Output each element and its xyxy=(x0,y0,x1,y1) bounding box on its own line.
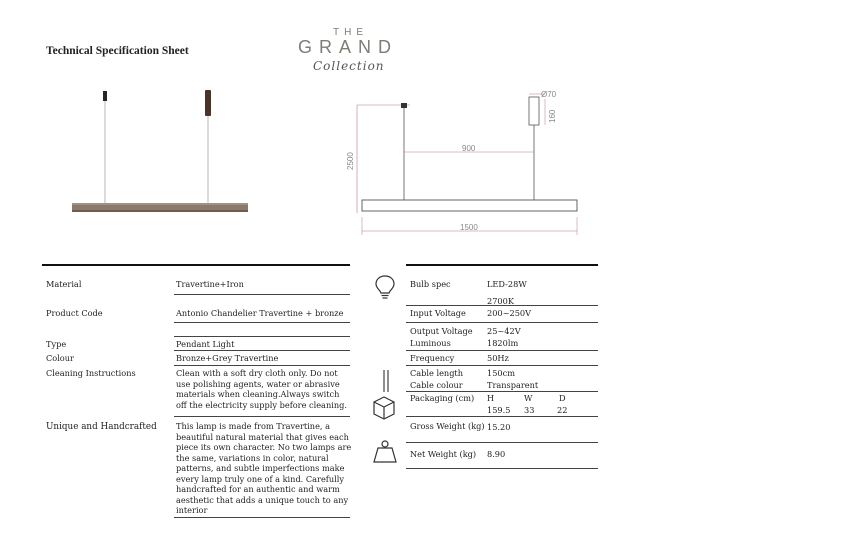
pack-header-d: D xyxy=(559,393,566,403)
spec-value-colour: Bronze+Grey Travertine xyxy=(176,353,279,363)
spec-value-bulb-temp: 2700K xyxy=(487,296,514,306)
pack-value-h: 159.5 xyxy=(487,405,511,415)
spec-label-colour: Colour xyxy=(46,353,74,363)
spec-value-gross-weight: 15.20 xyxy=(487,422,511,432)
spec-value-cleaning: Clean with a soft dry cloth only. Do not use polishing agents, water or abrasive materials when cleaning.Always switch off the electricity supply before cleaning. xyxy=(176,368,347,410)
technical-drawing xyxy=(335,85,595,235)
right-table-top-rule xyxy=(406,264,598,266)
drawing-canopy-left xyxy=(401,103,407,108)
spec-value-luminous: 1820lm xyxy=(487,338,519,348)
spec-label-output-voltage: Output Voltage xyxy=(410,326,473,336)
spec-value-cable-colour: Transparent xyxy=(487,380,539,390)
dim-height: 2500 xyxy=(346,152,355,170)
spec-label-net-weight: Net Weight (kg) xyxy=(410,449,477,459)
spec-label-luminous: Luminous xyxy=(410,338,451,348)
logo-the: THE xyxy=(333,27,368,38)
drawing-bar xyxy=(362,200,577,211)
spec-label-input-voltage: Input Voltage xyxy=(410,308,466,318)
spec-label-packaging: Packaging (cm) xyxy=(410,393,475,403)
spec-value-product-code: Antonio Chandelier Travertine + bronze xyxy=(176,308,344,318)
canopy-right xyxy=(205,90,211,116)
dim-canopy-height: 160 xyxy=(548,109,557,123)
pack-value-w: 33 xyxy=(524,405,535,415)
canopy-left xyxy=(103,91,107,101)
logo-collection: Collection xyxy=(313,59,385,73)
spec-value-cable-length: 150cm xyxy=(487,368,515,378)
spec-label-material: Material xyxy=(46,279,82,289)
left-table-top-rule xyxy=(42,264,350,266)
spec-label-product-code: Product Code xyxy=(46,308,103,318)
spec-value-net-weight: 8.90 xyxy=(487,449,506,459)
spec-label-cable-length: Cable length xyxy=(410,368,463,378)
page-title: Technical Specification Sheet xyxy=(46,45,189,57)
spec-label-unique: Unique and Handcrafted xyxy=(46,422,157,432)
spec-value-output-voltage: 25~42V xyxy=(487,326,521,336)
spec-label-frequency: Frequency xyxy=(410,353,455,363)
spec-value-bulb: LED-28W xyxy=(487,279,527,289)
logo-grand: GRAND xyxy=(298,37,399,57)
spec-value-input-voltage: 200~250V xyxy=(487,308,532,318)
weight-icon xyxy=(372,437,398,465)
spec-value-material: Travertine+Iron xyxy=(176,279,244,289)
pack-header-w: W xyxy=(524,393,533,403)
spec-label-cleaning: Cleaning Instructions xyxy=(46,368,136,378)
spec-value-frequency: 50Hz xyxy=(487,353,509,363)
spec-value-unique: This lamp is made from Travertine, a beautiful natural material that gives each piece its own character. No two lamps are the same, variations in color, natural patterns, and subtle imperfections make every lamp truly one of a kind. Carefully handcrafted for an authentic and warm aesthetic that adds a unique touch to any interior xyxy=(176,421,352,515)
spec-label-gross-weight: Gross Weight (kg) xyxy=(410,421,485,431)
pack-header-h: H xyxy=(487,393,495,403)
spec-label-type: Type xyxy=(46,339,67,349)
spec-label-cable-colour: Cable colour xyxy=(410,380,463,390)
bulb-icon xyxy=(373,274,397,302)
dim-cable-spacing: 900 xyxy=(462,144,476,153)
cable-icon xyxy=(380,368,392,394)
spec-label-bulb: Bulb spec xyxy=(410,279,451,289)
spec-value-type: Pendant Light xyxy=(176,339,235,349)
box-icon xyxy=(371,394,397,422)
product-photo xyxy=(60,85,260,220)
drawing-canopy-right xyxy=(529,97,539,125)
dim-canopy-diameter: Ø70 xyxy=(541,90,557,99)
dim-length: 1500 xyxy=(460,223,478,232)
pack-value-d: 22 xyxy=(557,405,568,415)
